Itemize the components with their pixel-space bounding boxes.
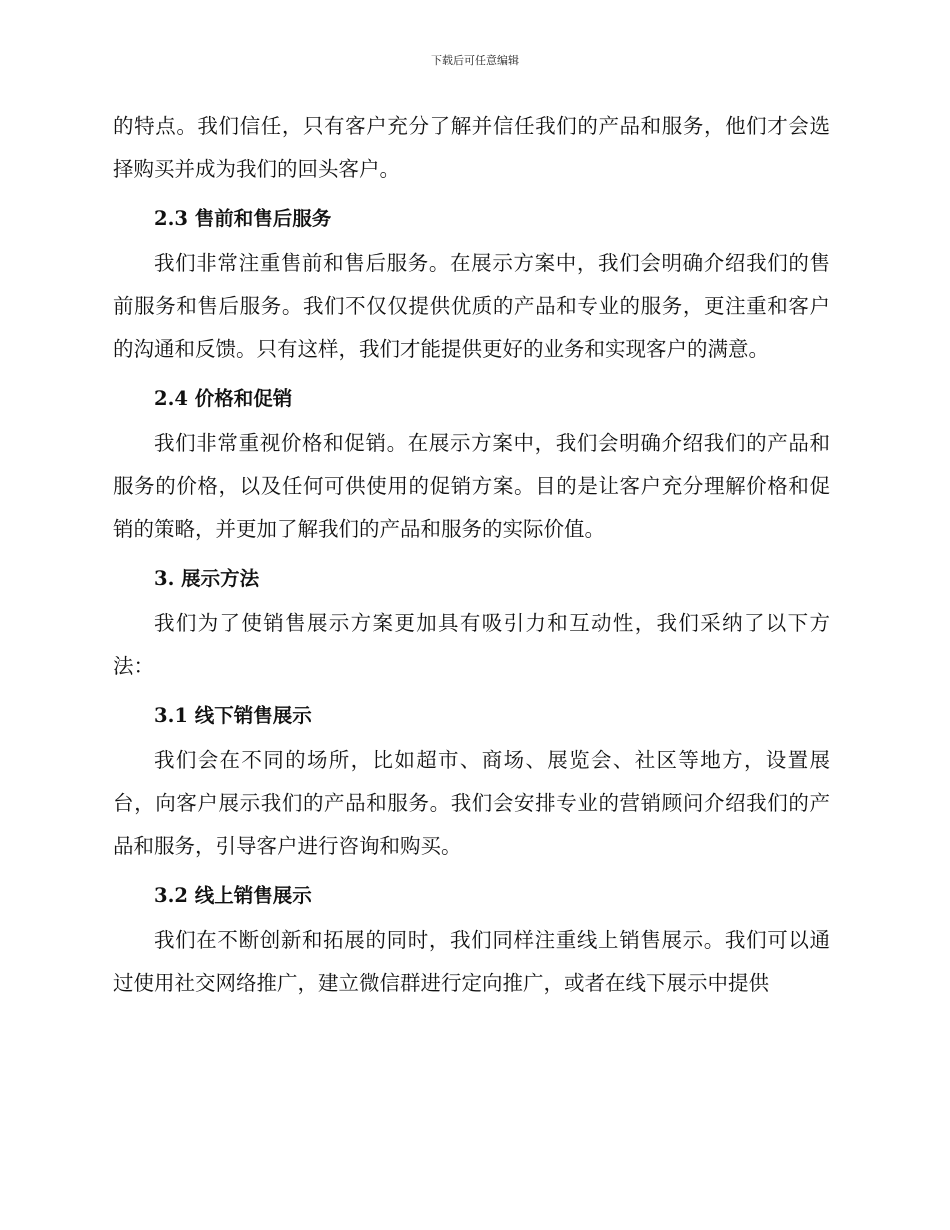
page-header-note: 下载后可任意编辑: [431, 54, 519, 67]
heading-2-3-presale-aftersale: 2.3 售前和售后服务: [154, 207, 332, 230]
paragraph-offline: 我们会在不同的场所，比如超市、商场、展览会、社区等地方，设置展台，向客户展示我们的产品和服务。我们会安排专业的营销顾问介绍我们的产品和服务，引导客户进行咨询和购买。: [113, 748, 830, 858]
paragraph-online: 我们在不断创新和拓展的同时，我们同样注重线上销售展示。我们可以通过使用社交网络推广，建立微信群进行定向推广，或者在线下展示中提供: [113, 928, 830, 995]
heading-3-display-method: 3. 展示方法: [154, 567, 260, 590]
paragraph-service: 我们非常注重售前和售后服务。在展示方案中，我们会明确介绍我们的售前服务和售后服务。我们不仅仅提供优质的产品和专业的服务，更注重和客户的沟通和反馈。只有这样，我们才能提供更好的业务和实现客户的满意。: [113, 251, 830, 361]
paragraph-intro-continued: 的特点。我们信任，只有客户充分了解并信任我们的产品和服务，他们才会选择购买并成为我们的回头客户。: [113, 114, 830, 181]
heading-3-1-offline-display: 3.1 线下销售展示: [154, 704, 312, 727]
heading-3-2-online-display: 3.2 线上销售展示: [154, 884, 312, 907]
paragraph-price: 我们非常重视价格和促销。在展示方案中，我们会明确介绍我们的产品和服务的价格，以及任何可供使用的促销方案。目的是让客户充分理解价格和促销的策略，并更加了解我们的产品和服务的实际价值。: [113, 431, 830, 541]
paragraph-method: 我们为了使销售展示方案更加具有吸引力和互动性，我们采纳了以下方法：: [113, 611, 830, 678]
document-body: [113, 105, 830, 1005]
heading-2-4-price-promotion: 2.4 价格和促销: [154, 387, 293, 410]
